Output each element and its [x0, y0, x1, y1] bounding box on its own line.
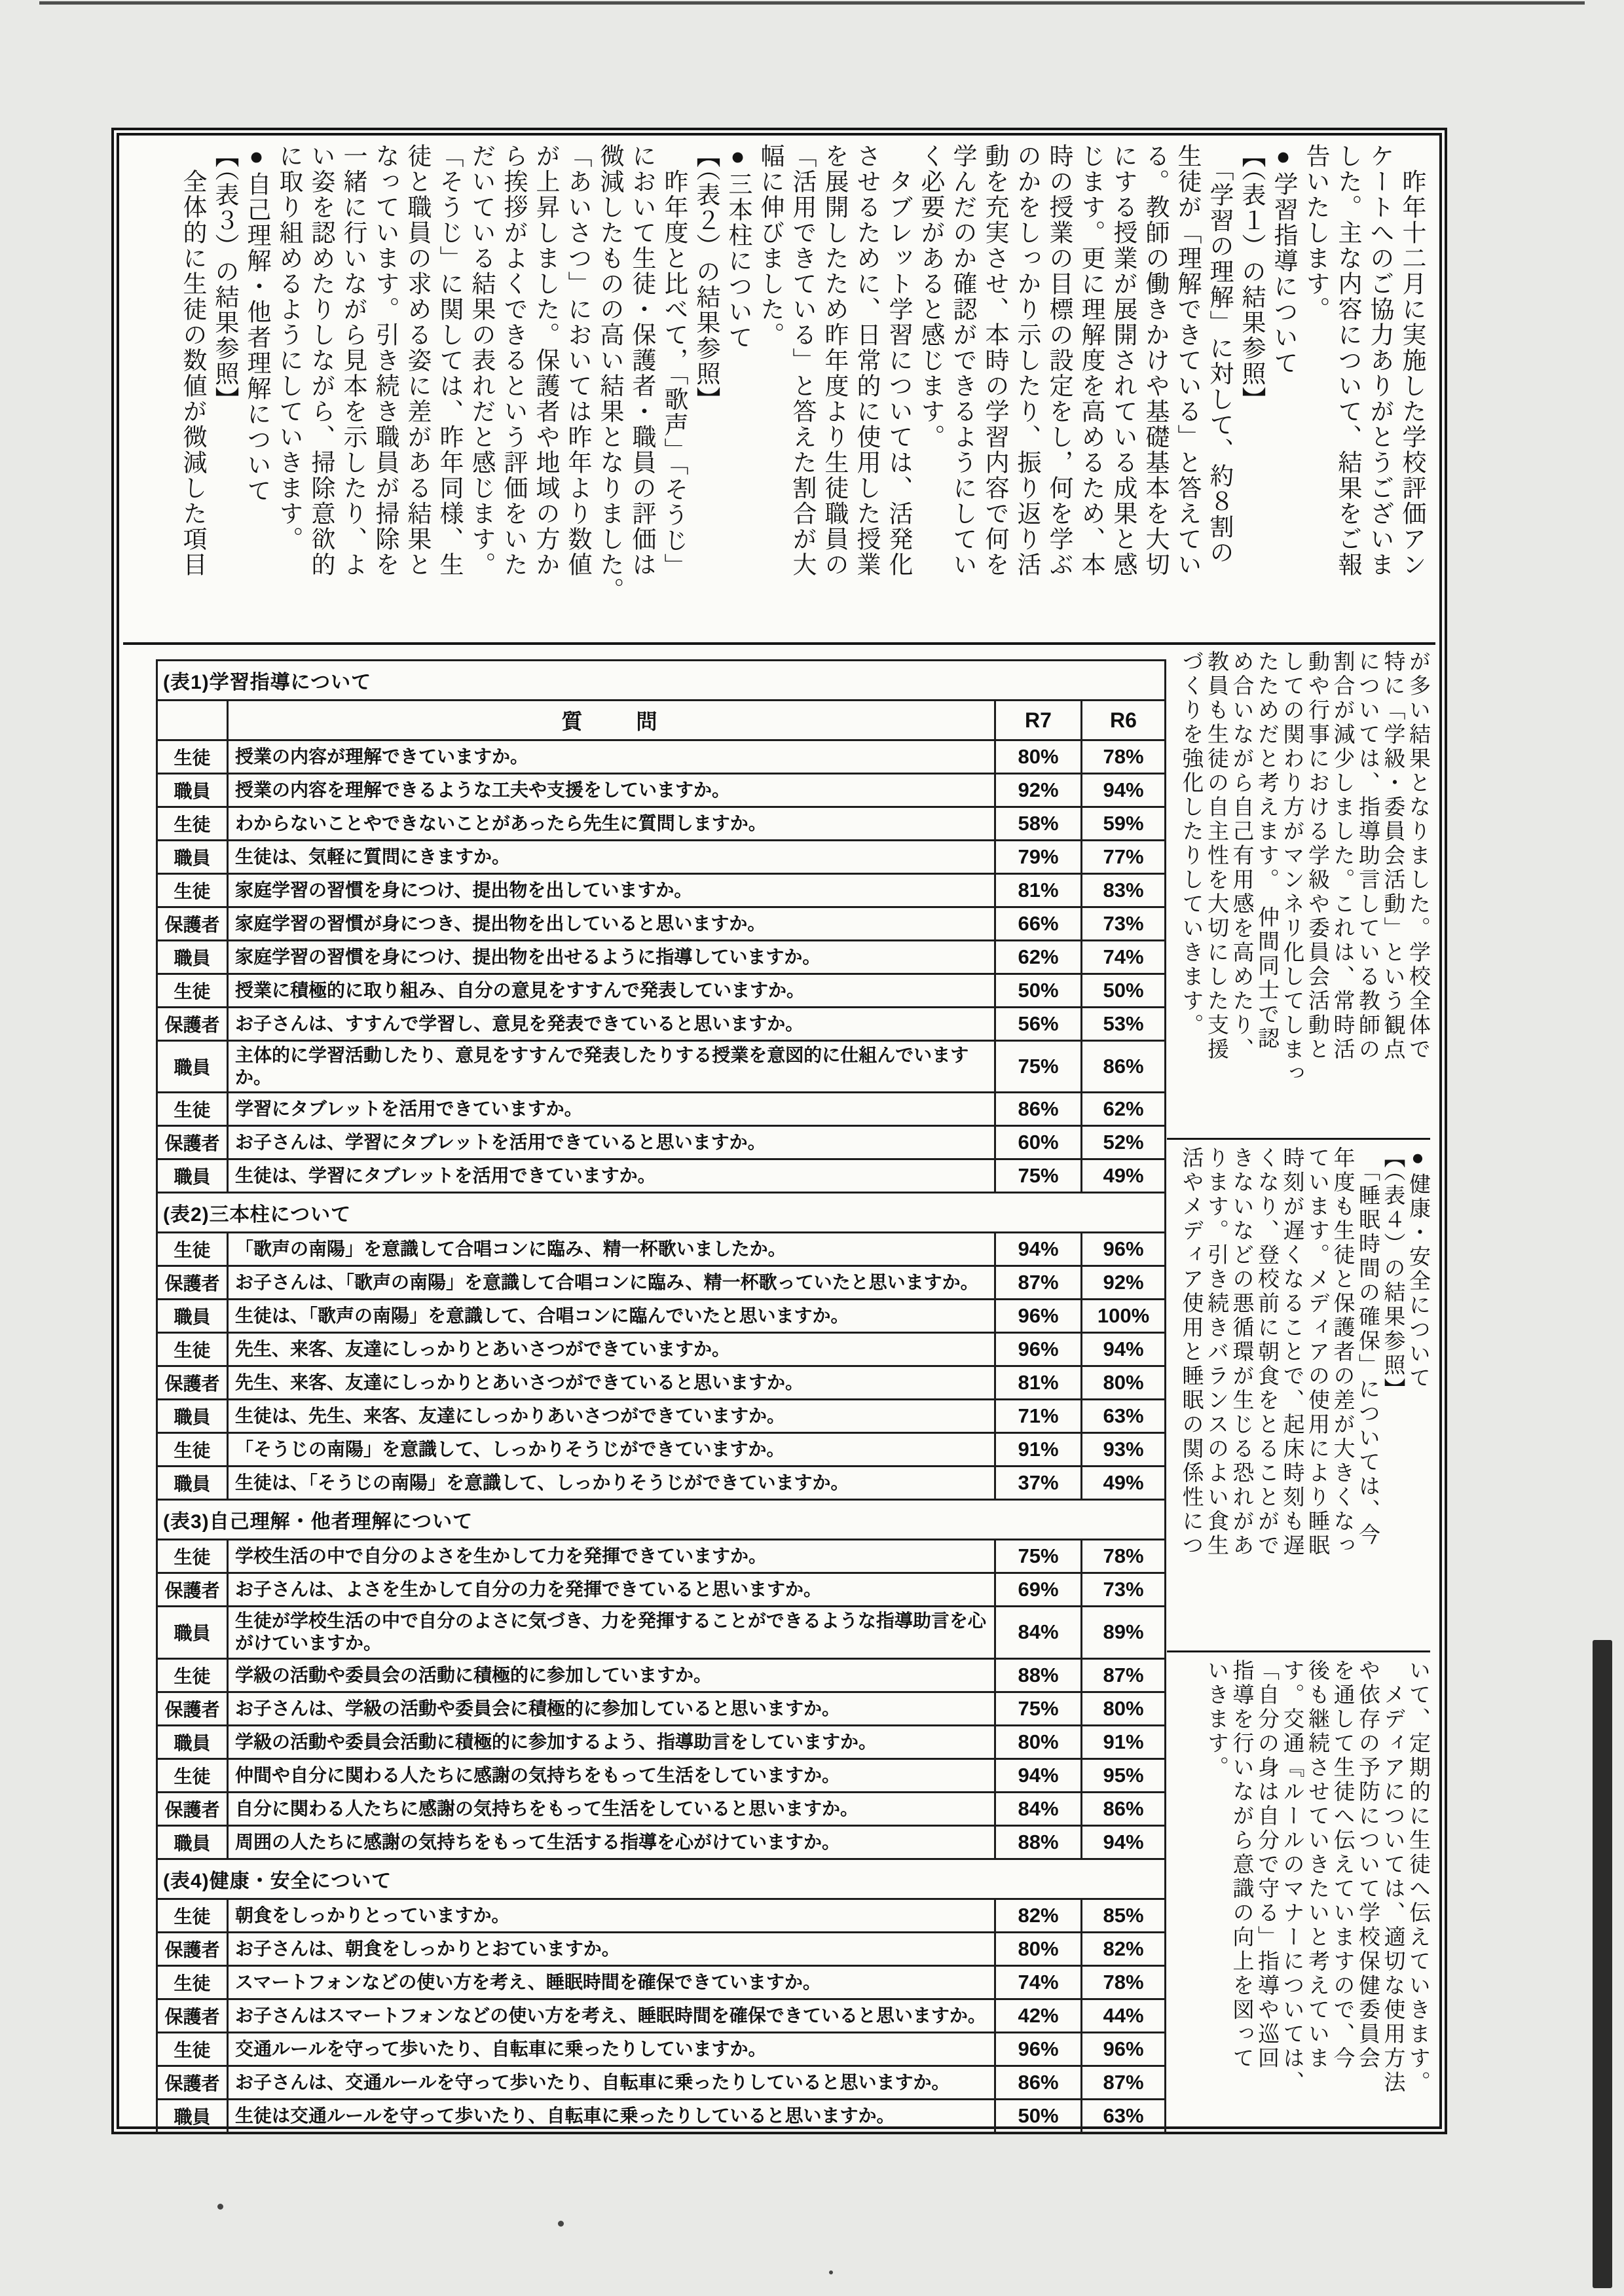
block3-line-6: す。交通『ルールのマナーについては、 [1280, 1659, 1304, 2095]
table-row [157, 1467, 1166, 1500]
intro-line-5: ●学習指導について [1270, 143, 1297, 376]
question-cell: 「歌声の南陽」を意識して合唱コンに臨み、精一杯歌いましたか。 [228, 1233, 995, 1266]
r7-value: 96% [995, 1333, 1082, 1366]
intro-line-31: 「そうじ」に関しては、昨年同様、生 [435, 143, 462, 577]
r6-value: 86% [1082, 1792, 1166, 1825]
r7-value: 80% [995, 1725, 1082, 1758]
question-cell: 生徒は、気軽に質問にきますか。 [228, 841, 995, 874]
r6-value: 91% [1082, 1725, 1166, 1758]
block1-line-9: 教員も生徒の自主性を大切にした支援 [1204, 650, 1228, 1062]
r7-value: 96% [995, 1300, 1082, 1333]
intro-line-3: した。主な内容について、結果をご報 [1334, 143, 1361, 577]
intro-line-26: 微減したものの高い結果となりました。 [596, 143, 623, 603]
r6-value: 100% [1082, 1300, 1166, 1333]
intro-line-1: 昨年十二月に実施した学校評価アン [1398, 143, 1425, 577]
section-title: (表4)健康・安全について [157, 1859, 1166, 1899]
intro-line-19: を展開したため昨年度より生徒職員の [821, 143, 847, 577]
block1-line-1: が多い結果となりました。学校全体で [1406, 650, 1430, 1062]
respondent-cell: 保護者 [157, 1126, 228, 1159]
block1-line-10: づくりを強化したりしていきます。 [1179, 650, 1203, 1038]
block3-line-5: 後も継続させていきたいと考えていま [1305, 1659, 1329, 2071]
block1-line-6: しての関わり方がマンネリ化してしまっ [1280, 650, 1304, 1086]
r6-value: 94% [1082, 1333, 1166, 1366]
question-cell: 生徒は、学習にタブレットを活用できていますか。 [228, 1159, 995, 1193]
question-cell: 主体的に学習活動したり、意見をすすんで発表したりする授業を意図的に仕組んでいますか。 [228, 1041, 995, 1093]
intro-line-15: 学んだのか確認ができるようにしてい [949, 143, 976, 577]
table-row [157, 1792, 1166, 1825]
block3-line-9: いきます。 [1204, 1659, 1228, 1780]
table-row [157, 874, 1166, 907]
question-cell: 学校生活の中で自分のよさを生かして力を発揮できていますか。 [228, 1540, 995, 1573]
r6-value: 86% [1082, 1041, 1166, 1093]
respondent-cell: 職員 [157, 1159, 228, 1193]
table-row [157, 774, 1166, 807]
question-cell: 生徒は、先生、来客、友達にしっかりあいさつができていますか。 [228, 1400, 995, 1433]
r6-value: 78% [1082, 740, 1166, 774]
table-row [157, 941, 1166, 974]
intro-line-27: 「あいさつ」においては昨年より数値 [564, 143, 591, 577]
newsletter-page-frame [111, 128, 1447, 2134]
table-row [157, 1758, 1166, 1792]
intro-line-8: 生徒が「理解できている」と答えてい [1173, 143, 1200, 577]
r7-value: 75% [995, 1159, 1082, 1193]
r7-value: 50% [995, 2099, 1082, 2132]
respondent-cell: 保護者 [157, 1573, 228, 1607]
intro-line-21: 幅に伸びました。 [756, 143, 783, 348]
intro-line-34: 一緒に行いながら見本を示したり、よ [339, 143, 366, 577]
table-row [157, 2099, 1166, 2132]
intro-line-7: 「学習の理解」に対して、約８割の [1206, 143, 1232, 566]
question-cell: 生徒は、「歌声の南陽」を意識して、合唱コンに臨んでいたと思いますか。 [228, 1300, 995, 1333]
intro-line-33: なっています。引き続き職員が掃除を [371, 143, 398, 577]
intro-line-18: させるために、日常的に使用した授業 [853, 143, 879, 577]
table-row [157, 1333, 1166, 1366]
intro-line-39: 全体的に生徒の数値が微減した項目 [179, 143, 206, 577]
respondent-cell: 職員 [157, 1825, 228, 1859]
intro-line-23: 【（表２）の結果参照】 [692, 143, 719, 412]
r7-value: 62% [995, 941, 1082, 974]
intro-divider-rule [123, 642, 1435, 645]
r6-value: 52% [1082, 1126, 1166, 1159]
question-cell: 「そうじの南陽」を意識して、しっかりそうじができていますか。 [228, 1433, 995, 1467]
respondent-cell: 生徒 [157, 974, 228, 1008]
table-row [157, 1366, 1166, 1400]
question-cell: 先生、来客、友達にしっかりとあいさつができていますか。 [228, 1333, 995, 1366]
table-row [157, 1692, 1166, 1725]
intro-vertical-text [139, 143, 1428, 633]
r6-value: 95% [1082, 1758, 1166, 1792]
respondent-cell: 保護者 [157, 2066, 228, 2099]
block2-line-5: ています。メディアの使用により睡眠 [1305, 1146, 1329, 1558]
r7-value: 91% [995, 1433, 1082, 1467]
block1-line-4: 割合が減少しました。これは、常時活 [1330, 650, 1354, 1062]
respondent-cell: 職員 [157, 774, 228, 807]
block1-line-3: については、指導助言している教師の [1356, 650, 1379, 1062]
r7-value: 86% [995, 2066, 1082, 2099]
intro-line-17: タブレット学習については、活発化 [885, 143, 912, 577]
intro-line-24: 昨年度と比べて，「歌声」「そうじ」 [660, 143, 687, 579]
table-row [157, 807, 1166, 841]
question-cell: 生徒は、「そうじの南陽」を意識して、しっかりそうじができていますか。 [228, 1467, 995, 1500]
question-cell: 学級の活動や委員会活動に積極的に参加するよう、指導助言をしていますか。 [228, 1725, 995, 1758]
r6-value: 63% [1082, 2099, 1166, 2132]
r7-value: 94% [995, 1758, 1082, 1792]
question-cell: お子さんは、すすんで学習し、意見を発表できていると思いますか。 [228, 1008, 995, 1041]
respondent-cell: 職員 [157, 1041, 228, 1093]
r6-value: 93% [1082, 1433, 1166, 1467]
question-cell: 先生、来客、友達にしっかりとあいさつができていると思いますか。 [228, 1366, 995, 1400]
table-row [157, 974, 1166, 1008]
respondent-cell: 保護者 [157, 1008, 228, 1041]
section-title-row [157, 1193, 1166, 1233]
respondent-cell: 職員 [157, 941, 228, 974]
header-r7-cell: R7 [995, 701, 1082, 740]
table-row [157, 1825, 1166, 1859]
table-row [157, 1932, 1166, 1965]
r7-value: 66% [995, 907, 1082, 941]
block2-line-7: くなり、登校前に朝食をとることがで [1255, 1146, 1278, 1558]
scan-speck [558, 2221, 564, 2227]
respondent-cell: 職員 [157, 2099, 228, 2132]
r7-value: 80% [995, 1932, 1082, 1965]
intro-line-25: において生徒・保護者・職員の評価は [628, 143, 655, 577]
scan-edge-artifact-right [1593, 1640, 1612, 2288]
question-cell: 学級の活動や委員会の活動に積極的に参加していますか。 [228, 1658, 995, 1692]
table-row [157, 907, 1166, 941]
intro-line-14: 動を充実させ、本時の学習内容で何を [981, 143, 1008, 577]
block2-line-1: ●健康・安全について [1406, 1146, 1430, 1391]
r6-value: 80% [1082, 1366, 1166, 1400]
r6-value: 49% [1082, 1467, 1166, 1500]
r7-value: 42% [995, 1999, 1082, 2032]
question-cell: 交通ルールを守って歩いたり、自転車に乗ったりしていますか。 [228, 2032, 995, 2066]
intro-line-9: る。教師の働きかけや基礎基本を大切 [1141, 143, 1168, 577]
block3-line-3: や依存の予防について学校保健委員会 [1356, 1659, 1379, 2071]
respondent-cell: 職員 [157, 1467, 228, 1500]
table-row [157, 1573, 1166, 1607]
r6-value: 59% [1082, 807, 1166, 841]
intro-line-4: 告いたします。 [1302, 143, 1329, 322]
question-cell: 授業の内容が理解できていますか。 [228, 740, 995, 774]
question-cell: お子さんは、朝食をしっかりとおていますか。 [228, 1932, 995, 1965]
r6-value: 87% [1082, 2066, 1166, 2099]
r6-value: 89% [1082, 1607, 1166, 1658]
table-row [157, 1999, 1166, 2032]
table-row [157, 1300, 1166, 1333]
block3-line-8: 指導を行いながら意識の向上を図って [1229, 1659, 1253, 2071]
intro-line-10: にする授業が展開されている成果と感 [1109, 143, 1136, 577]
r7-value: 81% [995, 1366, 1082, 1400]
block3-line-2: メディアについては、適切な使用方法 [1380, 1659, 1405, 2095]
r7-value: 75% [995, 1540, 1082, 1573]
intro-line-32: 徒と職員の求める姿に差がある結果と [403, 143, 430, 577]
commentary-block-health-safety [1167, 1146, 1430, 1645]
intro-line-28: が上昇しました。保護者や地域の方か [532, 143, 559, 577]
r6-value: 87% [1082, 1658, 1166, 1692]
r7-value: 75% [995, 1041, 1082, 1093]
table-row [157, 841, 1166, 874]
table-row [157, 1607, 1166, 1658]
respondent-cell: 生徒 [157, 1540, 228, 1573]
r7-value: 81% [995, 874, 1082, 907]
block2-line-8: きないなどの悪循環が生じる恐れがあ [1229, 1146, 1253, 1558]
question-cell: お子さんは、交通ルールを守って歩いたり、自転車に乗ったりしていると思いますか。 [228, 2066, 995, 2099]
respondent-cell: 生徒 [157, 1433, 228, 1467]
block1-line-2: 特に「学級・委員会活動」という観点 [1380, 650, 1405, 1062]
table-row [157, 1266, 1166, 1300]
r7-value: 69% [995, 1573, 1082, 1607]
respondent-cell: 生徒 [157, 1093, 228, 1126]
scan-edge-artifact-top [39, 1, 1585, 5]
table-row [157, 1008, 1166, 1041]
question-cell: お子さんは、学習にタブレットを活用できていると思いますか。 [228, 1126, 995, 1159]
r7-value: 80% [995, 740, 1082, 774]
respondent-cell: 生徒 [157, 2032, 228, 2066]
r7-value: 79% [995, 841, 1082, 874]
respondent-cell: 生徒 [157, 1899, 228, 1932]
right-commentary-column [1167, 650, 1430, 2123]
table-row [157, 1540, 1166, 1573]
intro-line-35: い姿を認めたりしながら、掃除意欲的 [307, 143, 334, 577]
r7-value: 88% [995, 1658, 1082, 1692]
r6-value: 74% [1082, 941, 1166, 974]
intro-line-37: ●自己理解・他者理解について [243, 143, 270, 503]
table-row [157, 1126, 1166, 1159]
table-row [157, 2066, 1166, 2099]
question-cell: お子さんは、よさを生かして自分の力を発揮できていると思いますか。 [228, 1573, 995, 1607]
r6-value: 83% [1082, 874, 1166, 907]
table-row [157, 2032, 1166, 2066]
respondent-cell: 保護者 [157, 1932, 228, 1965]
respondent-cell: 生徒 [157, 874, 228, 907]
r7-value: 96% [995, 2032, 1082, 2066]
r7-value: 58% [995, 807, 1082, 841]
block3-line-4: を通して生徒へ伝えていますので、今 [1330, 1659, 1354, 2071]
r7-value: 50% [995, 974, 1082, 1008]
r7-value: 37% [995, 1467, 1082, 1500]
table-row [157, 1899, 1166, 1932]
question-cell: 家庭学習の習慣が身につき、提出物を出していると思いますか。 [228, 907, 995, 941]
block1-line-8: め合いながら自己有用感を高めたり、 [1229, 650, 1253, 1062]
respondent-cell: 保護者 [157, 1999, 228, 2032]
question-cell: 生徒が学校生活の中で自分のよさに気づき、力を発揮することができるような指導助言を心がけていますか。 [228, 1607, 995, 1658]
respondent-cell: 職員 [157, 1607, 228, 1658]
question-cell: お子さんは、学級の活動や委員会に積極的に参加していると思いますか。 [228, 1692, 995, 1725]
table-row [157, 1433, 1166, 1467]
table-header-row [157, 701, 1166, 740]
question-cell: 周囲の人たちに感謝の気持ちをもって生活する指導を心がけていますか。 [228, 1825, 995, 1859]
r6-value: 96% [1082, 1233, 1166, 1266]
respondent-cell: 職員 [157, 1725, 228, 1758]
block2-line-10: 活やメディア使用と睡眠の関係性につ [1179, 1146, 1203, 1558]
r6-value: 96% [1082, 2032, 1166, 2066]
table-row [157, 1400, 1166, 1433]
intro-line-22: ●三本柱について [724, 143, 751, 350]
r7-value: 74% [995, 1965, 1082, 1999]
r7-value: 92% [995, 774, 1082, 807]
block-divider-rule [1167, 1138, 1430, 1140]
intro-line-16: く必要があると感じます。 [917, 143, 944, 450]
intro-line-13: のかをしっかり示したり、振り返り活 [1013, 143, 1040, 577]
respondent-cell: 生徒 [157, 1965, 228, 1999]
r6-value: 78% [1082, 1965, 1166, 1999]
r6-value: 78% [1082, 1540, 1166, 1573]
table-row [157, 1725, 1166, 1758]
block3-line-7: 「自分の身は自分で守る」指導や巡回 [1255, 1659, 1278, 2071]
table-row [157, 1658, 1166, 1692]
r6-value: 92% [1082, 1266, 1166, 1300]
respondent-cell: 職員 [157, 841, 228, 874]
intro-line-11: じます。更に理解度を高めるため、本 [1077, 143, 1104, 577]
table-row [157, 1041, 1166, 1093]
intro-line-12: 時の授業の目標の設定をし，何を学ぶ [1045, 143, 1072, 577]
question-cell: 授業に積極的に取り組み、自分の意見をすすんで発表していますか。 [228, 974, 995, 1008]
r6-value: 80% [1082, 1692, 1166, 1725]
block1-line-7: たためだと考えます。 仲間同士で認 [1255, 650, 1278, 1051]
block2-line-9: ります。引き続きバランスのよい食生 [1204, 1146, 1228, 1558]
section-title-row [157, 1859, 1166, 1899]
respondent-cell: 保護者 [157, 907, 228, 941]
intro-line-2: ケートへのご協力ありがとうございま [1366, 143, 1393, 577]
section-title: (表1)学習指導について [157, 661, 1166, 701]
section-title-row [157, 661, 1166, 701]
question-cell: 家庭学習の習慣を身につけ、提出物を出していますか。 [228, 874, 995, 907]
block2-line-2: 【（表４）の結果参照】 [1380, 1146, 1405, 1402]
r7-value: 94% [995, 1233, 1082, 1266]
survey-results-table [156, 659, 1166, 2134]
r6-value: 85% [1082, 1899, 1166, 1932]
table-row [157, 740, 1166, 774]
question-cell: 授業の内容を理解できるような工夫や支援をしていますか。 [228, 774, 995, 807]
respondent-cell: 生徒 [157, 1333, 228, 1366]
r6-value: 82% [1082, 1932, 1166, 1965]
r6-value: 94% [1082, 1825, 1166, 1859]
respondent-cell: 職員 [157, 1300, 228, 1333]
table-row [157, 1159, 1166, 1193]
block2-line-4: 年度も生徒と保護者の差が大きくなっ [1330, 1146, 1354, 1558]
block-divider-rule [1167, 1650, 1430, 1652]
r6-value: 53% [1082, 1008, 1166, 1041]
commentary-block-class-activities [1167, 650, 1430, 1133]
r7-value: 60% [995, 1126, 1082, 1159]
block1-line-5: 動や行事における学級や委員会活動と [1305, 650, 1329, 1062]
intro-line-20: 「活用できている」と答えた割合が大 [788, 143, 815, 577]
r6-value: 73% [1082, 907, 1166, 941]
respondent-cell: 生徒 [157, 740, 228, 774]
r7-value: 71% [995, 1400, 1082, 1433]
scan-speck [217, 2204, 223, 2210]
respondent-cell: 生徒 [157, 1658, 228, 1692]
section-title: (表2)三本柱について [157, 1193, 1166, 1233]
respondent-cell: 職員 [157, 1400, 228, 1433]
r6-value: 50% [1082, 974, 1166, 1008]
r6-value: 49% [1082, 1159, 1166, 1193]
r7-value: 56% [995, 1008, 1082, 1041]
r7-value: 84% [995, 1792, 1082, 1825]
section-title: (表3)自己理解・他者理解について [157, 1500, 1166, 1540]
table-row [157, 1965, 1166, 1999]
r6-value: 94% [1082, 774, 1166, 807]
question-cell: 朝食をしっかりとっていますか。 [228, 1899, 995, 1932]
respondent-cell: 生徒 [157, 807, 228, 841]
question-cell: スマートフォンなどの使い方を考え、睡眠時間を確保できていますか。 [228, 1965, 995, 1999]
section-title-row [157, 1500, 1166, 1540]
intro-line-30: だいている結果の表れだと感じます。 [468, 143, 494, 577]
intro-line-6: 【（表１）の結果参照】 [1238, 143, 1264, 412]
question-cell: 学習にタブレットを活用できていますか。 [228, 1093, 995, 1126]
r6-value: 44% [1082, 1999, 1166, 2032]
intro-line-36: に取り組めるようにしていきます。 [275, 143, 302, 552]
respondent-cell: 生徒 [157, 1758, 228, 1792]
r6-value: 63% [1082, 1400, 1166, 1433]
question-cell: お子さんは、「歌声の南陽」を意識して合唱コンに臨み、精一杯歌っていたと思いますか。 [228, 1266, 995, 1300]
table-row [157, 1233, 1166, 1266]
block2-line-6: 時刻が遅くなることで、起床時刻も遅 [1280, 1146, 1304, 1558]
question-cell: 家庭学習の習慣を身につけ、提出物を出せるように指導していますか。 [228, 941, 995, 974]
question-cell: お子さんはスマートフォンなどの使い方を考え、睡眠時間を確保できていると思いますか。 [228, 1999, 995, 2032]
r7-value: 82% [995, 1899, 1082, 1932]
table-row [157, 1093, 1166, 1126]
intro-line-29: ら挨拶がよくできるという評価をいた [500, 143, 526, 577]
question-cell: 自分に関わる人たちに感謝の気持ちをもって生活をしていると思いますか。 [228, 1792, 995, 1825]
r7-value: 84% [995, 1607, 1082, 1658]
respondent-cell: 保護者 [157, 1366, 228, 1400]
intro-line-38: 【（表３）の結果参照】 [211, 143, 238, 412]
respondent-cell: 保護者 [157, 1692, 228, 1725]
r7-value: 86% [995, 1093, 1082, 1126]
r7-value: 75% [995, 1692, 1082, 1725]
question-cell: 仲間や自分に関わる人たちに感謝の気持ちをもって生活をしていますか。 [228, 1758, 995, 1792]
commentary-block-media-traffic [1167, 1659, 1430, 2123]
respondent-cell: 生徒 [157, 1233, 228, 1266]
header-question-cell: 質 問 [228, 701, 995, 740]
block3-line-1: いて、定期的に生徒へ伝えていきます。 [1406, 1659, 1430, 2095]
r7-value: 87% [995, 1266, 1082, 1300]
r6-value: 62% [1082, 1093, 1166, 1126]
header-category-cell [157, 701, 228, 740]
r6-value: 73% [1082, 1573, 1166, 1607]
question-cell: 生徒は交通ルールを守って歩いたり、自転車に乗ったりしていると思いますか。 [228, 2099, 995, 2132]
question-cell: わからないことやできないことがあったら先生に質問しますか。 [228, 807, 995, 841]
respondent-cell: 保護者 [157, 1792, 228, 1825]
r6-value: 77% [1082, 841, 1166, 874]
header-r6-cell: R6 [1082, 701, 1166, 740]
scan-speck [829, 2270, 833, 2274]
respondent-cell: 保護者 [157, 1266, 228, 1300]
r7-value: 88% [995, 1825, 1082, 1859]
block2-line-3: 「睡眠時間の確保」については、今 [1356, 1146, 1379, 1548]
